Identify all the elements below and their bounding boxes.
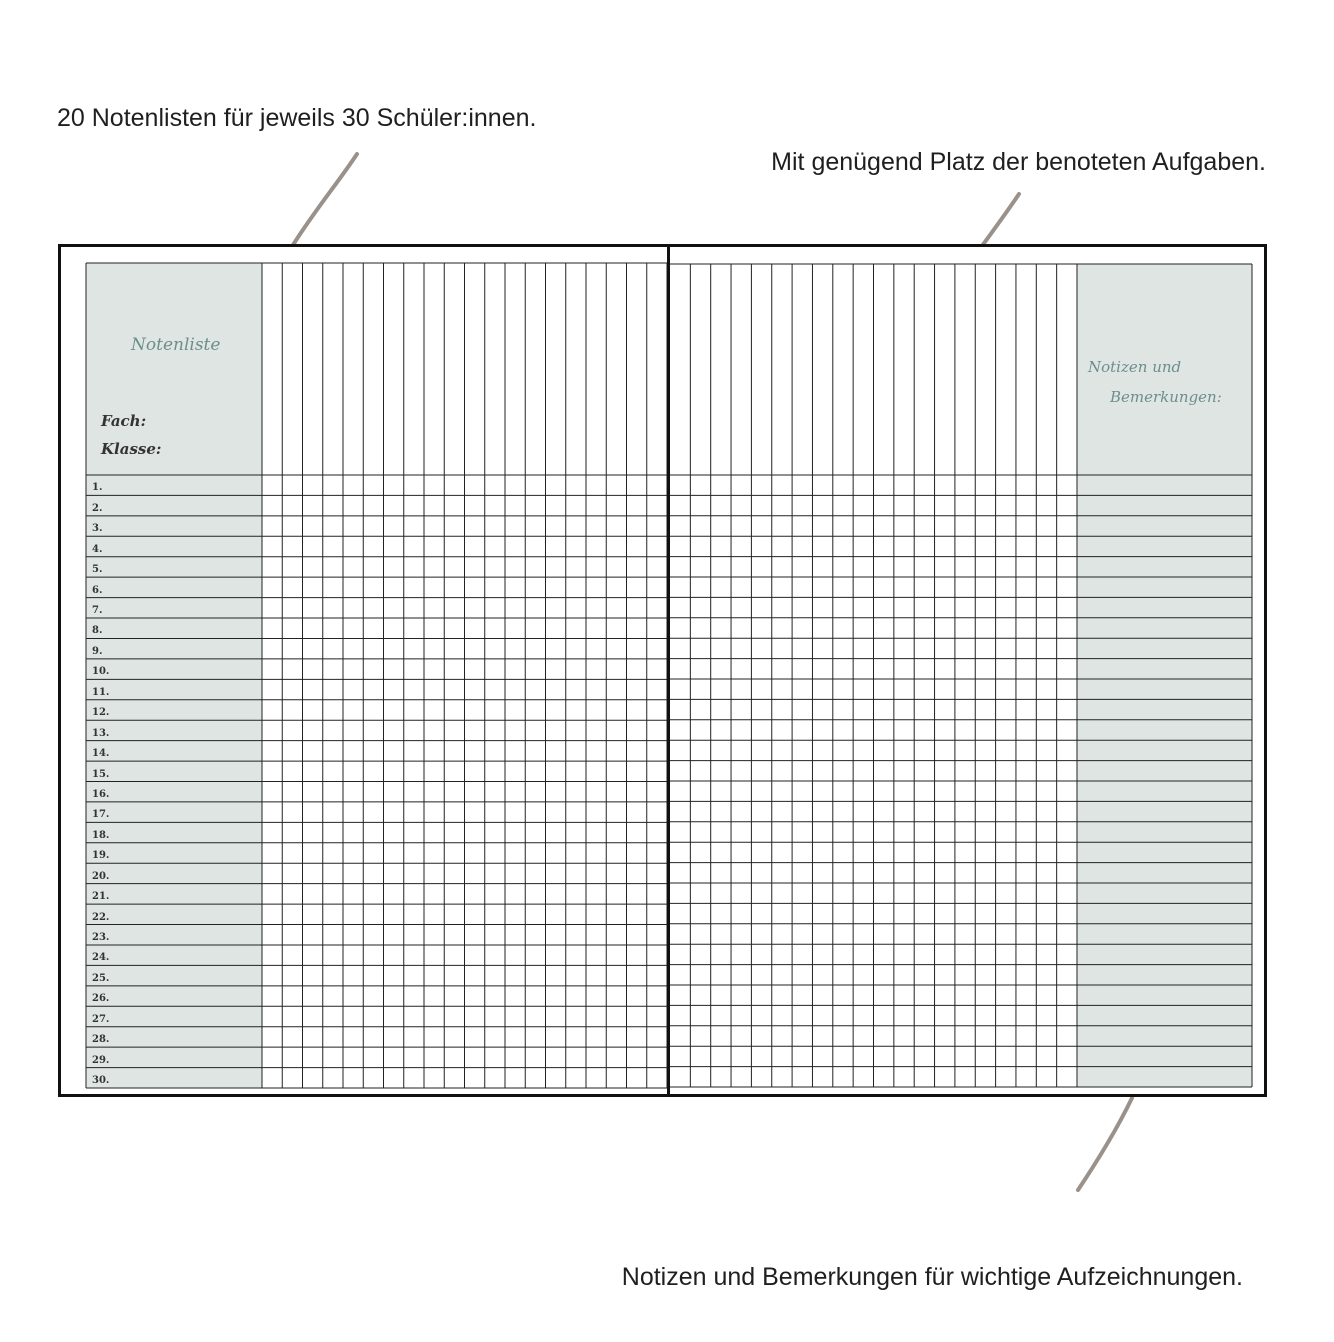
- row-number: 16.: [92, 788, 110, 800]
- row-number: 4.: [92, 543, 103, 555]
- row-number: 8.: [92, 625, 103, 637]
- row-number: 6.: [92, 584, 103, 596]
- row-number: 10.: [92, 666, 110, 678]
- row-number: 5.: [92, 564, 103, 576]
- row-number: 12.: [92, 707, 110, 719]
- grade-grid-left: [61, 247, 667, 1094]
- row-number: 18.: [92, 829, 110, 841]
- notes-title-line1: Notizen und: [1088, 358, 1182, 376]
- row-number: 21.: [92, 891, 110, 903]
- row-number: 30.: [92, 1075, 110, 1086]
- row-number: 26.: [92, 993, 110, 1005]
- row-number: 23.: [92, 931, 110, 943]
- row-number: 2.: [92, 502, 103, 514]
- row-number: 24.: [92, 952, 110, 964]
- pointer-stroke-left: [285, 150, 365, 250]
- row-number: 1.: [92, 482, 103, 494]
- caption-bottom: Notizen und Bemerkungen für wichtige Aufzeichnungen.: [621, 1263, 1243, 1291]
- page-title: Notenliste: [131, 335, 221, 355]
- row-number: 17.: [92, 809, 110, 821]
- row-number: 11.: [92, 686, 110, 698]
- row-number: 9.: [92, 645, 103, 657]
- grade-list-left-page: [58, 244, 670, 1097]
- row-number: 3.: [92, 523, 103, 535]
- caption-top-left: 20 Notenlisten für jeweils 30 Schüler:innen.: [57, 104, 537, 132]
- pointer-stroke-right: [975, 190, 1035, 250]
- row-number: 20.: [92, 870, 110, 882]
- notes-title-line2: Bemerkungen:: [1110, 388, 1222, 406]
- row-number: 25.: [92, 972, 110, 984]
- row-number: 14.: [92, 748, 110, 760]
- row-number: 13.: [92, 727, 110, 739]
- row-number: 15.: [92, 768, 110, 780]
- subject-label: Fach:: [101, 412, 147, 430]
- row-number: 22.: [92, 911, 110, 923]
- row-number: 19.: [92, 850, 110, 862]
- row-number: 29.: [92, 1054, 110, 1066]
- caption-top-right: Mit genügend Platz der benoteten Aufgaben.: [771, 148, 1266, 176]
- pointer-stroke-bottom: [1070, 1092, 1140, 1196]
- notes-right-page: [667, 244, 1267, 1097]
- row-number: 28.: [92, 1034, 110, 1046]
- class-label: Klasse:: [101, 440, 162, 458]
- row-number: 27.: [92, 1013, 110, 1025]
- row-number: 7.: [92, 605, 103, 617]
